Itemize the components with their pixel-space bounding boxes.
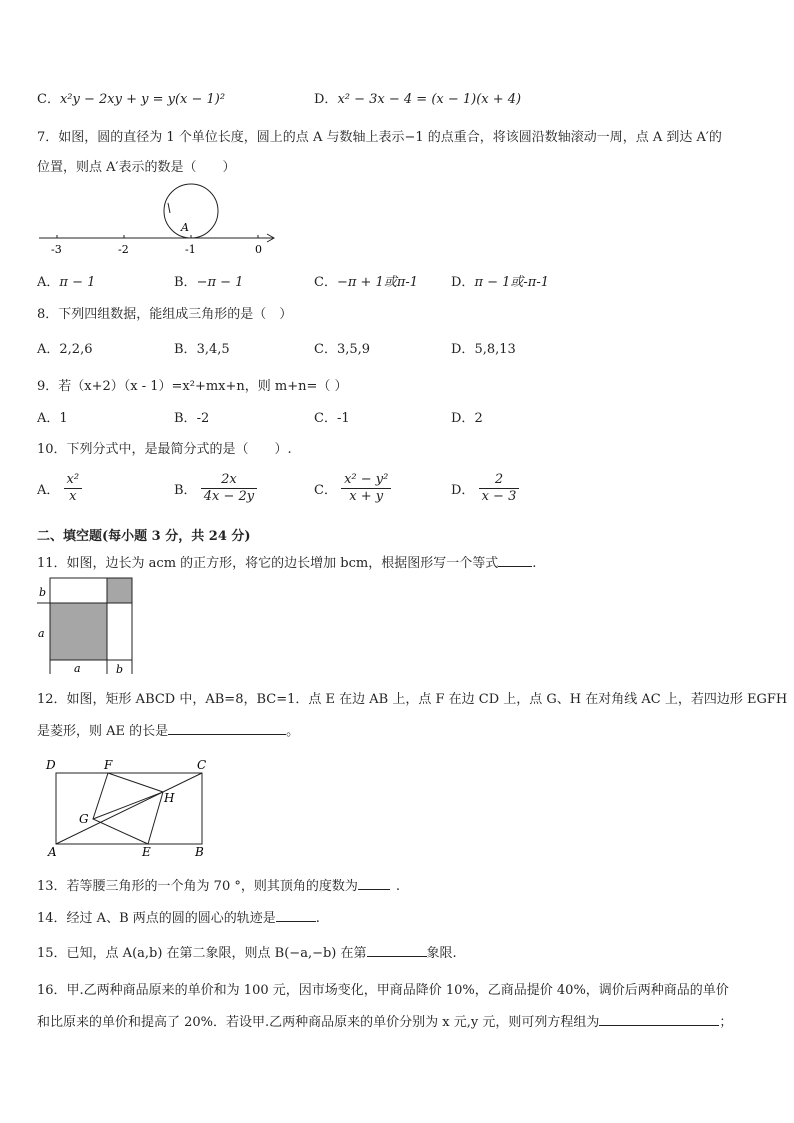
q12-stem-line1: 12．如图，矩形 ABCD 中，AB=8，BC=1．点 E 在边 AB 上，点 F 在边 CD 上，点 G、H 在对角线 AC 上，若四边形 EGFH xyxy=(37,692,788,707)
q15-stem: 15．已知，点 A(a,b) 在第二象限，则点 B(−a,−b) 在第 象限. xyxy=(37,946,457,961)
q13-stem: 13．若等腰三角形的一个角为 70 °，则其顶角的度数为 . xyxy=(37,879,400,894)
diagonal-ac xyxy=(56,773,202,844)
square-b xyxy=(107,578,132,603)
tick-label-neg2: -2 xyxy=(118,243,129,256)
label-e: E xyxy=(142,845,151,859)
answer-blank[interactable] xyxy=(358,877,390,890)
q10-stem: 10．下列分式中，是最简分式的是（ ）. xyxy=(37,442,292,457)
q9-option-a[interactable]: A．1 xyxy=(37,411,68,426)
fraction: $\frac{\text{x² − y²}}{x + y}$ xyxy=(341,472,391,505)
circle-mark xyxy=(168,203,170,213)
label-d: D xyxy=(46,758,56,772)
q7-option-c[interactable]: C．−π + 1或π-1 xyxy=(314,275,419,290)
q10-options xyxy=(37,472,757,512)
fraction: $\frac{\text{x²}}{x}$ xyxy=(64,472,83,505)
label-a: A xyxy=(48,845,57,859)
fraction: $\frac{2}{x - 3}$ xyxy=(479,472,520,505)
q10-option-c[interactable]: C． $\frac{\text{x² − y²}}{x + y}$ xyxy=(314,472,391,505)
q10-option-d[interactable]: D． $\frac{2}{x - 3}$ xyxy=(451,472,519,505)
answer-blank[interactable] xyxy=(168,722,286,735)
label-g: G xyxy=(79,812,89,826)
q7-option-a[interactable]: A．π − 1 xyxy=(37,275,96,290)
q10-option-b[interactable]: B． $\frac{2x}{4x - 2y}$ xyxy=(174,472,257,505)
q6-options xyxy=(37,88,757,112)
q7-number-line-figure xyxy=(37,183,282,258)
square-a xyxy=(50,603,107,660)
q9-options xyxy=(37,407,757,431)
answer-blank[interactable] xyxy=(599,1013,719,1026)
tick-label-zero: 0 xyxy=(255,243,262,256)
tick-label-neg3: -3 xyxy=(51,243,62,256)
label-b-bottom: b xyxy=(116,663,124,676)
q7-option-d[interactable]: D．π − 1或-π-1 xyxy=(451,275,550,290)
q8-option-b[interactable]: B．3,4,5 xyxy=(174,342,230,357)
q6-option-d[interactable]: D．x² − 3x − 4 = (x − 1)(x + 4) xyxy=(314,92,522,107)
q11-square-figure xyxy=(37,576,137,676)
q8-stem: 8．下列四组数据，能组成三角形的是（ ） xyxy=(37,307,293,322)
rolling-circle xyxy=(164,184,218,238)
answer-blank[interactable] xyxy=(498,554,532,567)
answer-blank[interactable] xyxy=(276,909,316,922)
q16-stem-line2: 和比原来的单价和提高了 20%．若设甲.乙两种商品原来的单价分别为 x 元,y 元，则可列方程组为 ； xyxy=(37,1015,733,1030)
q7-stem-line2: 位置，则点 A′表示的数是（ ） xyxy=(37,160,236,175)
q7-option-b[interactable]: B．−π − 1 xyxy=(174,275,244,290)
q8-option-c[interactable]: C．3,5,9 xyxy=(314,342,371,357)
q16-stem-line1: 16．甲.乙两种商品原来的单价和为 100 元，因市场变化，甲商品降价 10%，乙商品提价 40%，调价后两种商品的单价 xyxy=(37,983,729,998)
q6-option-c[interactable]: C．x²y − 2xy + y = y(x − 1)² xyxy=(37,92,226,107)
q8-option-d[interactable]: D．5,8,13 xyxy=(451,342,516,357)
q9-option-d[interactable]: D．2 xyxy=(451,411,483,426)
q8-option-a[interactable]: A．2,2,6 xyxy=(37,342,93,357)
q9-stem: 9．若（x+2）（x - 1）=x²+mx+n，则 m+n=（ ） xyxy=(37,379,348,394)
tick-label-neg1: -1 xyxy=(185,243,196,256)
q8-options xyxy=(37,338,757,362)
label-f: F xyxy=(104,758,113,772)
q7-options xyxy=(37,271,757,295)
q14-stem: 14．经过 A、B 两点的圆的圆心的轨迹是 . xyxy=(37,911,320,926)
label-h: H xyxy=(164,791,175,805)
label-a-left: a xyxy=(38,627,45,640)
label-b-left: b xyxy=(39,586,47,599)
q9-option-c[interactable]: C．-1 xyxy=(314,411,350,426)
q12-rectangle-figure xyxy=(42,756,217,861)
label-c: C xyxy=(197,758,207,772)
answer-blank[interactable] xyxy=(367,944,427,957)
section-title: 二、填空题(每小题 3 分，共 24 分) xyxy=(37,529,251,544)
q10-option-a[interactable]: A． $\frac{\text{x²}}{x}$ xyxy=(37,472,82,505)
q12-stem-line2: 是菱形，则 AE 的长是 。 xyxy=(37,724,300,739)
q11-stem: 11．如图，边长为 acm 的正方形，将它的边长增加 bcm，根据图形写一个等式 . xyxy=(37,556,537,571)
q9-option-b[interactable]: B．-2 xyxy=(174,411,210,426)
q7-stem-line1: 7．如图，圆的直径为 1 个单位长度，圆上的点 A 与数轴上表示−1 的点重合，将该圆沿数轴滚动一周，点 A 到达 A′的 xyxy=(37,130,722,145)
label-b: B xyxy=(195,845,204,859)
point-a-label: A xyxy=(181,221,189,234)
fraction: $\frac{2x}{4x - 2y}$ xyxy=(201,472,257,505)
label-a-bottom: a xyxy=(74,662,81,675)
